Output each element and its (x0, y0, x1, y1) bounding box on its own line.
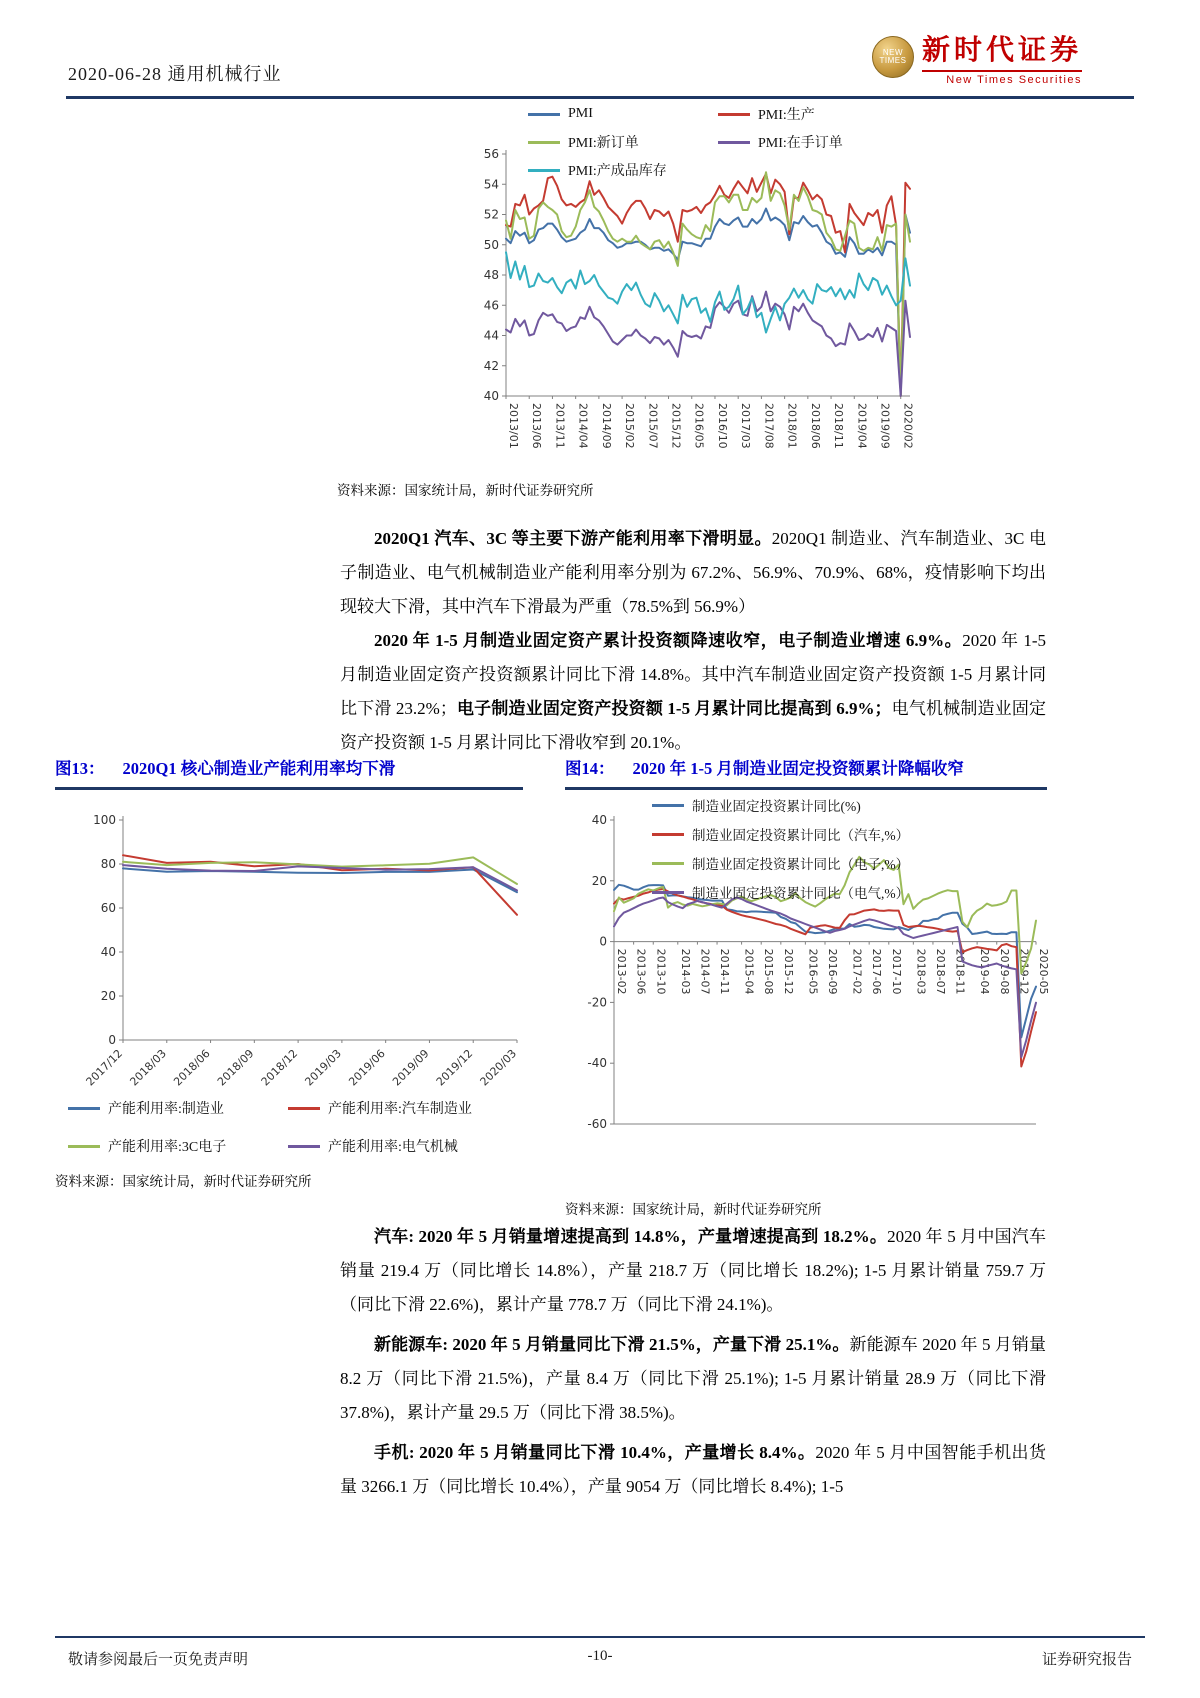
svg-text:42: 42 (483, 358, 499, 373)
header-divider (66, 96, 1134, 99)
svg-text:20: 20 (100, 989, 116, 1003)
paragraph-capacity (340, 522, 1046, 624)
svg-text:2014-03: 2014-03 (678, 948, 692, 995)
svg-text:2017/12: 2017/12 (83, 1046, 126, 1089)
legend-label: PMI:生产 (758, 108, 815, 123)
svg-text:0: 0 (108, 1033, 116, 1047)
emblem-text-top: NEW (882, 48, 904, 57)
svg-text:-20: -20 (587, 995, 607, 1010)
svg-text:2017/08: 2017/08 (762, 403, 776, 449)
svg-text:-60: -60 (587, 1117, 607, 1131)
svg-text:54: 54 (483, 177, 499, 192)
svg-text:20: 20 (591, 873, 607, 888)
fai-chart-legend (652, 795, 909, 902)
capacity-line-chart (55, 792, 533, 1092)
legend-label: 产能利用率:3C电子 (108, 1140, 227, 1155)
svg-text:2013-10: 2013-10 (654, 948, 668, 995)
paragraph-text-run: 2020 年 5 月中国汽车销量 219.4 万（同比增长 14.8%），产量 218.7 万（同比增长 18.2%); 1-5 月累计销量 759.7 万（同比下滑 22.6%)，累计产量 778.7 万（同比下滑 24.1%)。 (340, 1227, 1046, 1314)
legend-label: PMI (568, 106, 593, 121)
svg-text:2018/03: 2018/03 (127, 1046, 169, 1089)
legend-item (652, 824, 909, 844)
svg-text:2016/10: 2016/10 (715, 403, 729, 449)
paragraph-bold-run: 手机: 2020 年 5 月销量同比下滑 10.4%，产量增长 8.4%。 (374, 1443, 816, 1462)
svg-text:0: 0 (599, 934, 607, 949)
legend-label: 产能利用率:电气机械 (328, 1140, 458, 1155)
svg-text:2015/07: 2015/07 (646, 403, 660, 449)
paragraph-text-run: 2020Q1 制造业、汽车制造业、3C 电子制造业、电气机械制造业产能利用率分别为 67.2%、56.9%、70.9%、68%，疫情影响下均出现较大下滑，其中汽车下滑最为严重（78.5%到 56.9%） (340, 529, 1046, 616)
svg-text:2013/01: 2013/01 (507, 403, 520, 449)
svg-text:2018/06: 2018/06 (171, 1046, 213, 1089)
figure13-source-note: 资料来源：国家统计局，新时代证券研究所 (55, 1174, 312, 1189)
svg-text:2019-04: 2019-04 (978, 948, 992, 995)
svg-text:100: 100 (93, 813, 116, 827)
paragraph-bold-run: 汽车: 2020 年 5 月销量增速提高到 14.8%，产量增速提高到 18.2%。 (374, 1227, 888, 1246)
svg-text:2014-07: 2014-07 (698, 948, 712, 995)
paragraph-bold-run: 2020Q1 汽车、3C 等主要下游产能利用率下滑明显。 (374, 529, 772, 548)
svg-text:2014/04: 2014/04 (576, 403, 590, 449)
pmi-source-note: 资料来源：国家统计局，新时代证券研究所 (337, 483, 594, 498)
svg-text:40: 40 (100, 945, 116, 959)
legend-line-swatch-icon (68, 1107, 100, 1110)
svg-text:2019/12: 2019/12 (433, 1046, 476, 1089)
svg-text:52: 52 (483, 207, 499, 222)
svg-text:2019/09: 2019/09 (390, 1046, 432, 1089)
svg-text:2018/09: 2018/09 (214, 1046, 257, 1089)
svg-text:2019-12: 2019-12 (1017, 948, 1031, 995)
svg-text:2018/06: 2018/06 (808, 403, 822, 449)
legend-item (652, 795, 909, 815)
legend-label: 制造业固定投资累计同比（汽车,%） (692, 828, 910, 843)
svg-text:2013/11: 2013/11 (553, 403, 567, 449)
figure14-title (565, 755, 1047, 790)
paragraph-bold-run: 2020 年 1-5 月制造业固定资产累计投资额降速收窄，电子制造业增速 6.9%。 (374, 631, 963, 650)
svg-text:2017-10: 2017-10 (889, 948, 903, 995)
legend-item (68, 1136, 288, 1156)
legend-label: PMI:产成品库存 (568, 164, 667, 179)
svg-text:2018-07: 2018-07 (933, 948, 947, 995)
paragraph-text-run: 新能源车 2020 年 5 月销量 8.2 万（同比下滑 21.5%)，产量 8.4 万（同比下滑 25.1%); 1-5 月累计销量 28.9 万（同比下滑 37.8%)，累计产量 29.5 万（同比下滑 38.5%)。 (340, 1335, 1046, 1422)
legend-line-swatch-icon (718, 113, 750, 116)
svg-text:60: 60 (100, 901, 116, 915)
legend-item (288, 1098, 528, 1118)
legend-line-swatch-icon (652, 891, 684, 894)
paragraph-text-run: 2020 年 1-5 月制造业固定资产投资额累计同比下滑 14.8%。其中汽车制造业固定资产投资额 1-5 月累计同比下滑 23.2%； (340, 631, 1046, 718)
svg-text:2016-09: 2016-09 (826, 948, 839, 995)
brand-block (872, 36, 1082, 86)
svg-text:2014-11: 2014-11 (718, 948, 732, 995)
legend-line-swatch-icon (652, 862, 684, 865)
legend-label: 产能利用率:汽车制造业 (328, 1102, 472, 1117)
paragraph-fai (340, 624, 1046, 760)
svg-text:2019/06: 2019/06 (346, 1046, 388, 1089)
svg-text:2020/03: 2020/03 (477, 1046, 520, 1089)
svg-text:2018-03: 2018-03 (914, 948, 928, 995)
legend-item (68, 1098, 288, 1118)
legend-item (528, 104, 718, 124)
svg-text:2019/03: 2019/03 (302, 1046, 345, 1089)
svg-text:2017/03: 2017/03 (739, 403, 753, 449)
svg-text:2015-04: 2015-04 (742, 948, 756, 995)
svg-text:2013/06: 2013/06 (530, 403, 544, 449)
svg-text:2017-02: 2017-02 (850, 948, 864, 995)
legend-label: PMI:新订单 (568, 136, 639, 151)
svg-text:2014/09: 2014/09 (599, 403, 613, 449)
legend-label: 制造业固定投资累计同比(%) (692, 799, 861, 814)
legend-label: PMI:在手订单 (758, 136, 843, 151)
legend-line-swatch-icon (288, 1145, 320, 1148)
footer-disclaimer: 敬请参阅最后一页免责声明 (68, 1652, 249, 1668)
legend-item (652, 882, 909, 902)
figure13-title (55, 755, 523, 790)
svg-text:50: 50 (483, 237, 499, 252)
svg-text:40: 40 (591, 813, 607, 827)
svg-text:48: 48 (483, 268, 499, 282)
legend-item (718, 104, 898, 124)
paragraph-text-run: 2020 年 5 月中国智能手机出货量 3266.1 万（同比增长 10.4%），产量 9054 万（同比增长 8.4%); 1-5 (340, 1443, 1046, 1496)
svg-text:2019/09: 2019/09 (878, 403, 892, 449)
svg-text:2018/11: 2018/11 (832, 403, 846, 449)
svg-text:2015-12: 2015-12 (781, 948, 795, 995)
footer-page-number: -10- (587, 1648, 613, 1664)
paragraph-bold-run: 新能源车: 2020 年 5 月销量同比下滑 21.5%，产量下滑 25.1%。 (374, 1335, 850, 1354)
svg-text:2013-06: 2013-06 (634, 948, 648, 995)
svg-text:2018-11: 2018-11 (953, 948, 967, 995)
legend-label: 制造业固定投资累计同比（电气,%） (692, 886, 910, 901)
paragraph-text-run: 电气机械制造业固定资产投资额 1-5 月累计同比下滑收窄到 20.1%。 (340, 699, 1046, 752)
figure14-source-note: 资料来源：国家统计局，新时代证券研究所 (565, 1202, 822, 1217)
report-date-industry: 2020-06-28 通用机械行业 (68, 64, 282, 84)
svg-text:2015/02: 2015/02 (623, 403, 637, 449)
svg-text:2016/05: 2016/05 (692, 403, 706, 449)
paragraph-nev (340, 1328, 1046, 1430)
svg-text:2016-05: 2016-05 (806, 948, 820, 995)
svg-text:2017-06: 2017-06 (870, 948, 884, 995)
svg-text:2018/01: 2018/01 (785, 403, 799, 449)
svg-text:2018/12: 2018/12 (258, 1046, 301, 1089)
footer-divider (55, 1636, 1145, 1638)
svg-text:44: 44 (483, 328, 499, 343)
legend-line-swatch-icon (288, 1107, 320, 1110)
figure14-label: 图14： (565, 759, 615, 778)
figure13-label: 图13： (55, 759, 105, 778)
capacity-chart-legend (68, 1098, 528, 1156)
legend-label: 产能利用率:制造业 (108, 1102, 224, 1117)
legend-line-swatch-icon (528, 113, 560, 116)
svg-text:2019-08: 2019-08 (997, 948, 1011, 995)
svg-text:2015-08: 2015-08 (762, 948, 776, 995)
newtimes-logo-icon (872, 36, 914, 78)
paragraph-phone (340, 1436, 1046, 1504)
paragraph-auto (340, 1220, 1046, 1322)
figure14-title-text: 2020 年 1-5 月制造业固定投资额累计降幅收窄 (632, 759, 964, 778)
svg-text:2020-05: 2020-05 (1037, 948, 1050, 995)
svg-text:56: 56 (483, 147, 499, 161)
svg-text:2020/02: 2020/02 (901, 403, 915, 449)
paragraph-bold-run: 电子制造业固定资产投资额 1-5 月累计同比提高到 6.9%； (456, 699, 892, 718)
legend-item (288, 1136, 528, 1156)
svg-text:80: 80 (100, 857, 116, 871)
figure13-title-text: 2020Q1 核心制造业产能利用率均下滑 (122, 759, 396, 778)
svg-text:46: 46 (483, 298, 499, 313)
svg-text:2015/12: 2015/12 (669, 403, 683, 449)
emblem-text-bottom: TIMES (879, 56, 907, 65)
svg-text:-40: -40 (587, 1056, 607, 1071)
footer-report-type: 证券研究报告 (1041, 1652, 1132, 1668)
svg-text:2019/04: 2019/04 (855, 403, 869, 449)
legend-item (652, 853, 909, 873)
brand-name: 新时代证券 (922, 35, 1083, 66)
legend-line-swatch-icon (652, 804, 684, 807)
legend-line-swatch-icon (68, 1145, 100, 1148)
brand-tagline: New Times Securities (922, 70, 1082, 86)
svg-text:40: 40 (483, 389, 499, 403)
legend-label: 制造业固定投资累计同比（电子,%） (692, 857, 910, 872)
svg-text:2013-02: 2013-02 (615, 948, 628, 995)
legend-line-swatch-icon (652, 833, 684, 836)
pmi-line-chart (450, 138, 920, 473)
